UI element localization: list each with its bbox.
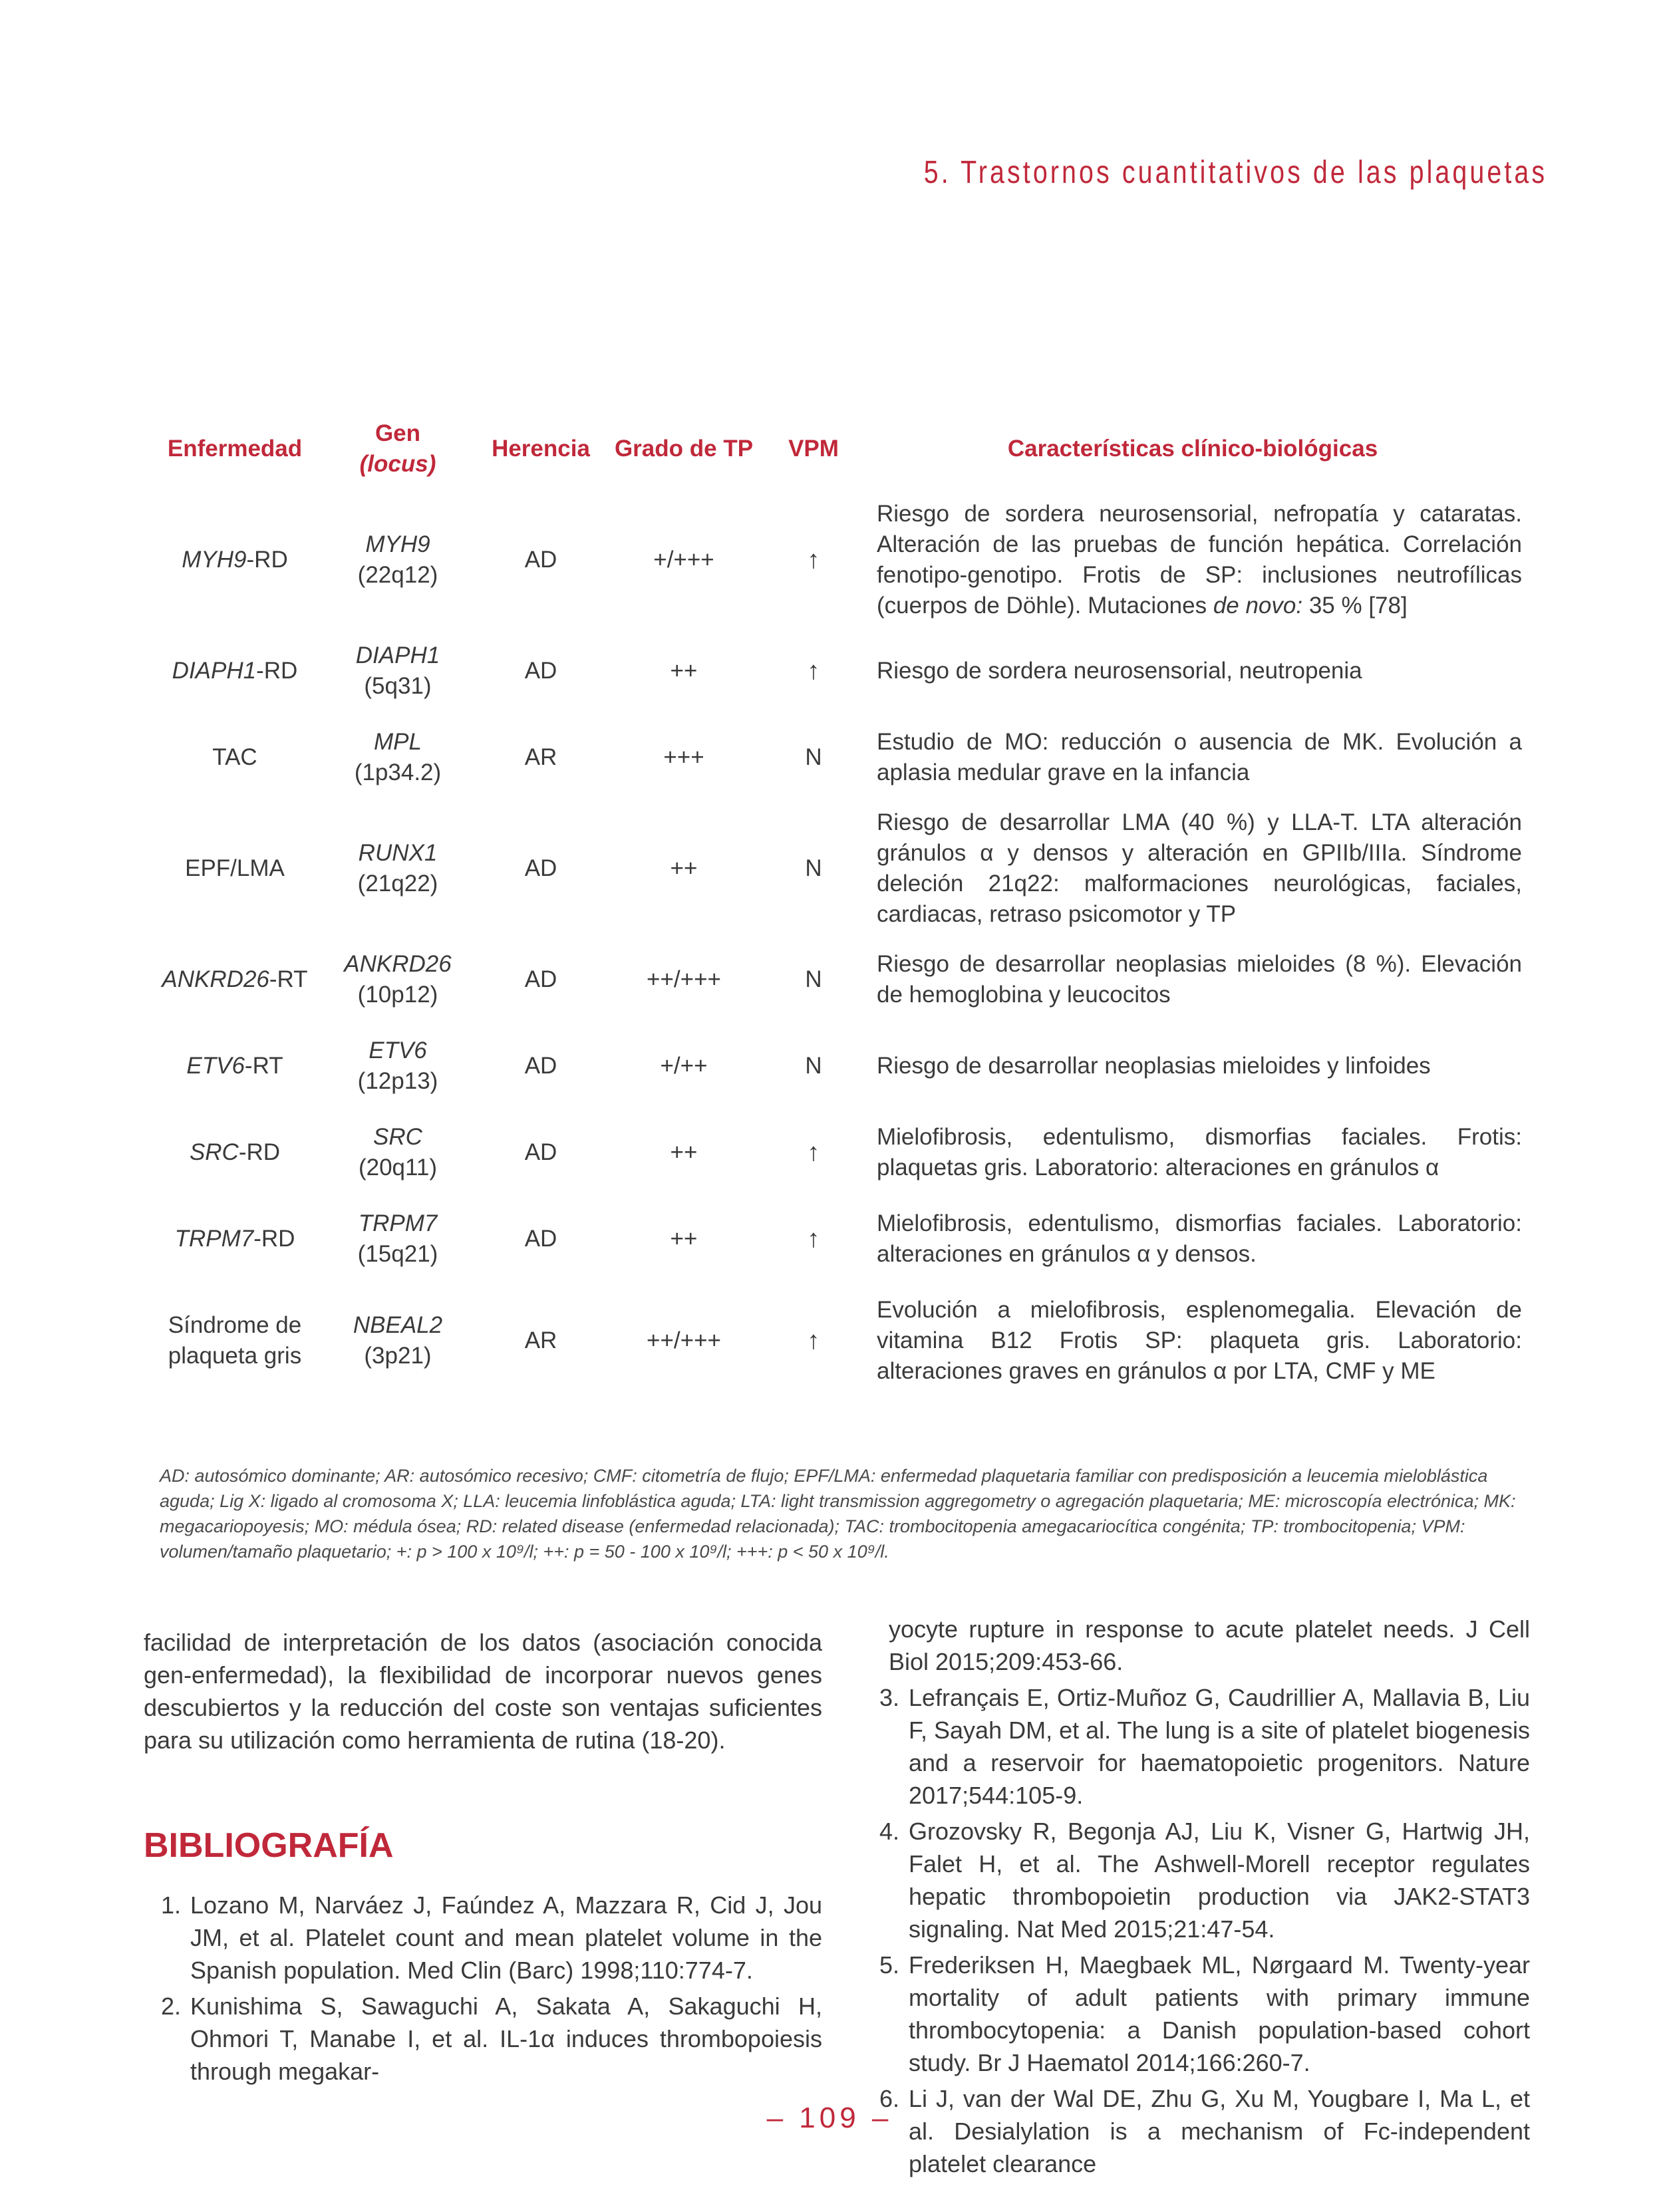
disease-gene-italic: ETV6 [186,1053,245,1079]
reference-item [862,1949,1530,2079]
disease-name: -RT [269,966,308,992]
features-text: Mielofibrosis, edentulismo, dismorfias faciales. Frotis: plaquetas gris. Laboratorio: alteraciones en gránulos α [877,1124,1522,1180]
header-disease: Enfermedad [167,436,303,462]
table-row [152,1196,1522,1282]
header-inheritance: Herencia [492,436,590,462]
disease-cell [152,1282,318,1399]
inheritance-cell: AD [524,855,557,881]
tp-grade-cell: ++/+++ [647,966,721,992]
gene-name: MYH9 [365,531,430,557]
table-row [152,936,1522,1023]
reference-number: 6. [879,2085,899,2112]
gene-cell [318,1282,478,1399]
table-row [152,1109,1522,1196]
features-text: Riesgo de desarrollar LMA (40 %) y LLA-T. LTA alteración gránulos α y densos y alteración en GPIIb/IIIa. Síndrome deleción 21q22: malformaciones neurológicas, faciales, cardiacas, retraso psicomotor y TP [877,809,1522,927]
gene-name: NBEAL2 [353,1312,443,1338]
disease-name: Síndrome de plaqueta gris [168,1312,302,1369]
vpm-cell [764,936,863,1023]
disease-name: TAC [212,744,257,770]
vpm-cell [764,1196,863,1282]
reference-number: 1. [160,1891,181,1919]
disease-gene-italic: TRPM7 [174,1226,254,1252]
gene-cell [318,936,478,1023]
inheritance-cell: AD [524,658,557,684]
table-row [152,714,1522,801]
table-footnote: AD: autosómico dominante; AR: autosómico recesivo; CMF: citometría de flujo; EPF/LMA: enfermedad plaquetaria familiar con predisposición a leucemia mieloblástica aguda; Lig X: ligado al cromosoma X; LLA: leucemia linfoblástica aguda; LTA: light transmission aggregometry o agregación plaquetaria; ME: microscopía electrónica; MK: megacariopoyesis; MO: médula ósea; RD: related disease (enfermedad relacionada); TAC: trombocitopenia amegacariocítica congénita; TP: trombocitopenia; VPM: volumen/tamaño plaquetario; +: p > 100 x 10⁹/l; ++: p = 50 - 100 x 10⁹/l; +++: p < 50 x 10⁹/l. [160,1466,1516,1562]
features-italic: de novo: [1213,593,1303,619]
disease-cell [152,801,318,936]
inheritance-cell: AR [524,1327,557,1353]
header-gene [318,406,478,492]
vpm-cell [764,1023,863,1109]
chapter-title: 5. Trastornos cuantitativos de las plaquetas [923,155,1547,190]
arrow-up-icon: ↑ [807,1138,820,1167]
disease-name: -RT [244,1053,283,1079]
header-features: Características clínico-biológicas [1007,436,1378,462]
reference-number: 4. [879,1818,899,1845]
gene-cell [318,1023,478,1109]
gene-cell [318,1196,478,1282]
gene-name: MPL [374,729,422,755]
reference-item [862,1681,1530,1812]
gene-locus: (20q11) [358,1155,438,1180]
disease-table [152,406,1522,1399]
reference-number: 2. [160,1993,181,2020]
gene-cell [318,492,478,628]
gene-locus: (10p12) [357,982,438,1008]
reference-text: Lefrançais E, Ortiz-Muñoz G, Caudrillier A, Mallavia B, Liu F, Sayah DM, et al. The lung is a site of platelet biogenesis and a reservoir for haematopoietic progenitors. Nature 2017;544:105-9. [909,1684,1530,1809]
table-row [152,801,1522,936]
reference-item [862,1815,1530,1945]
features-cell [863,492,1522,628]
gene-name: SRC [373,1124,422,1150]
arrow-up-icon: ↑ [807,1326,820,1355]
features-cell [863,628,1522,714]
vpm-value: N [805,744,822,770]
features-text: Estudio de MO: reducción o ausencia de MK. Evolución a aplasia medular grave en la infancia [877,729,1522,785]
disease-name: -RD [256,658,298,684]
features-text: Riesgo de desarrollar neoplasias mieloides y linfoides [877,1053,1431,1079]
vpm-cell [764,492,863,628]
disease-cell [152,714,318,801]
arrow-up-icon: ↑ [807,545,820,574]
gene-cell [318,714,478,801]
features-text: Riesgo de sordera neurosensorial, neutropenia [877,658,1362,684]
tp-grade-cell: ++ [670,1226,698,1252]
reference-list-left [144,1889,822,2088]
reference-item [144,1889,822,1987]
reference-text: Lozano M, Narváez J, Faúndez A, Mazzara R, Cid J, Jou JM, et al. Platelet count and mean platelet volume in the Spanish population. Med Clin (Barc) 1998;110:774-7. [190,1891,822,1984]
features-text: Riesgo de sordera neurosensorial, nefropatía y cataratas. Alteración de las pruebas de función hepática. Correlación fenotipo-genotipo. Frotis de SP: inclusiones neutrofílicas (cuerpos de Döhle). Mutaciones [877,501,1522,619]
table-row [152,1282,1522,1399]
features-cell [863,1023,1522,1109]
reference-text: Frederiksen H, Maegbaek ML, Nørgaard M. Twenty-year mortality of adult patients with primary immune thrombocytopenia: a Danish population-based cohort study. Br J Haematol 2014;166:260-7. [909,1951,1530,2076]
gene-locus: (21q22) [357,871,438,897]
gene-cell [318,628,478,714]
tp-grade-cell: ++ [670,855,698,881]
table-body [152,492,1522,1399]
disease-gene-italic: SRC [189,1139,239,1165]
gene-cell [318,1109,478,1196]
disease-name: -RD [253,1226,295,1252]
inheritance-cell: AD [524,1226,557,1252]
arrow-up-icon: ↑ [807,656,820,685]
features-cell [863,936,1522,1023]
tp-grade-cell: ++/+++ [647,1327,721,1353]
header-tp-grade: Grado de TP [614,436,754,462]
body-paragraph: facilidad de interpretación de los datos (asociación conocida gen-enfermedad), la flexibilidad de incorporar nuevos genes descubiertos y la reducción del coste son ventajas suficientes para su utilización como herramienta de rutina (18-20). [144,1629,822,1754]
gene-name: TRPM7 [358,1210,438,1236]
inheritance-cell: AD [524,1053,557,1079]
vpm-cell [764,628,863,714]
disease-name: -RD [246,547,288,573]
gene-cell [318,801,478,936]
right-column [862,1613,1530,2183]
vpm-value: N [805,855,822,881]
disease-cell [152,1196,318,1282]
vpm-cell [764,1109,863,1196]
table-row [152,628,1522,714]
table-header-row [152,406,1522,492]
inheritance-cell: AD [524,1139,557,1165]
bibliography-heading: BIBLIOGRAFÍA [144,1826,394,1865]
left-column [144,1626,822,2091]
gene-name: ANKRD26 [344,951,452,977]
gene-name: ETV6 [369,1037,427,1063]
reference-text: Grozovsky R, Begonja AJ, Liu K, Visner G, Hartwig JH, Falet H, et al. The Ashwell-Morell receptor regulates hepatic thrombopoietin production via JAK2-STAT3 signaling. Nat Med 2015;21:47-54. [909,1818,1530,1943]
features-text-end: 35 % [78] [1302,593,1408,619]
disease-name: -RD [238,1139,281,1165]
gene-locus: (15q21) [357,1241,438,1267]
gene-locus: (5q31) [364,673,432,699]
reference-number: 5. [879,1951,899,1979]
inheritance-cell: AR [524,744,557,770]
gene-locus: (22q12) [357,562,438,588]
vpm-cell [764,714,863,801]
inheritance-cell: AD [524,547,557,573]
disease-cell [152,1023,318,1109]
header-vpm: VPM [788,436,839,462]
disease-gene-italic: MYH9 [182,547,247,573]
header-gene-locus: (locus) [359,451,436,477]
features-cell [863,714,1522,801]
features-text: Evolución a mielofibrosis, esplenomegalia. Elevación de vitamina B12 Frotis SP: plaqueta gris. Laboratorio: alteraciones graves en gránulos α por LTA, CMF y ME [877,1297,1522,1384]
tp-grade-cell: +/++ [660,1053,708,1079]
features-cell [863,801,1522,936]
disease-gene-italic: DIAPH1 [172,658,257,684]
gene-locus: (1p34.2) [354,760,442,785]
features-cell [863,1109,1522,1196]
reference-number: 3. [879,1684,899,1711]
gene-locus: (3p21) [364,1343,432,1369]
disease-name: EPF/LMA [185,855,285,881]
header-gene-label: Gen [375,420,421,446]
table-row [152,492,1522,628]
page-number: – 109 – [766,2102,893,2134]
reference-item [144,1990,822,2088]
disease-cell [152,492,318,628]
vpm-cell [764,1282,863,1399]
reference-text: Li J, van der Wal DE, Zhu G, Xu M, Yougbare I, Ma L, et al. Desialylation is a mechanism of Fc-independent platelet clearance [909,2085,1530,2177]
tp-grade-cell: +++ [663,744,704,770]
arrow-up-icon: ↑ [807,1224,820,1253]
features-cell [863,1196,1522,1282]
vpm-cell [764,801,863,936]
disease-cell [152,628,318,714]
disease-cell [152,936,318,1023]
tp-grade-cell: ++ [670,658,698,684]
gene-name: RUNX1 [358,840,438,866]
features-cell [863,1282,1522,1399]
inheritance-cell: AD [524,966,557,992]
vpm-value: N [805,1053,822,1079]
features-text: Mielofibrosis, edentulismo, dismorfias faciales. Laboratorio: alteraciones en gránulos α y densos. [877,1210,1522,1267]
vpm-value: N [805,966,822,992]
gene-name: DIAPH1 [355,642,440,668]
features-text: Riesgo de desarrollar neoplasias mieloides (8 %). Elevación de hemoglobina y leucocitos [877,951,1522,1008]
tp-grade-cell: ++ [670,1139,698,1165]
disease-cell [152,1109,318,1196]
reference-continuation: yocyte rupture in response to acute platelet needs. J Cell Biol 2015;209:453-66. [889,1615,1530,1675]
disease-gene-italic: ANKRD26 [162,966,269,992]
table-row [152,1023,1522,1109]
reference-text: Kunishima S, Sawaguchi A, Sakata A, Sakaguchi H, Ohmori T, Manabe I, et al. IL-1α induces thrombopoiesis through megakar- [190,1993,822,2085]
tp-grade-cell: +/+++ [653,547,714,573]
gene-locus: (12p13) [357,1068,438,1094]
